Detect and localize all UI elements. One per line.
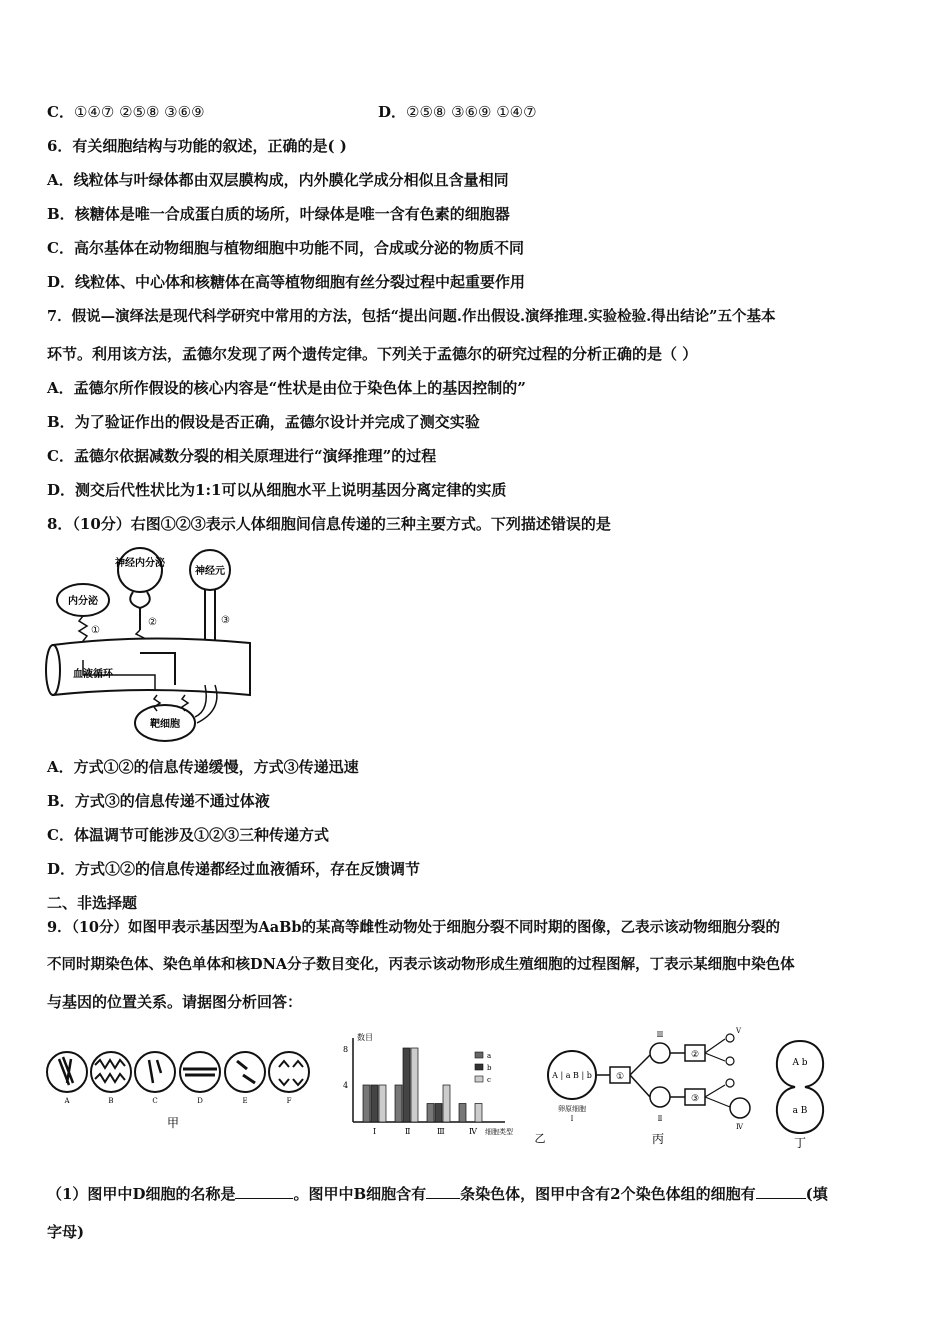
option-label: A．: [47, 171, 74, 189]
option-text: ①④⑦ ②⑤⑧ ③⑥⑨: [73, 103, 205, 121]
cell-a: [47, 1052, 87, 1105]
q5-option-c: [47, 102, 205, 122]
fig-ding-caption: 丁: [793, 1136, 807, 1150]
q7-option-d: [47, 480, 506, 500]
sub1-part-c: 条染色体，图甲中含有2个染色体组的细胞有: [460, 1185, 756, 1203]
option-label: B．: [47, 413, 75, 431]
option-label: B．: [47, 205, 75, 223]
x-tick-3: Ⅲ: [437, 1127, 445, 1136]
q8-option-d: [47, 859, 420, 879]
q9-sub1-line2: 字母): [47, 1223, 85, 1241]
bar-b-2: [403, 1048, 410, 1122]
bar-a-3: [427, 1104, 434, 1123]
option-text: 方式③的信息传递不通过体液: [74, 792, 270, 810]
option-label: A．: [47, 379, 74, 397]
step-3: ③: [690, 1094, 700, 1104]
option-text: 方式①②的信息传递缓慢，方式③传递迅速: [73, 758, 359, 776]
sub1-part-b: 。图甲中B细胞含有: [293, 1185, 427, 1203]
bar-group: [363, 1048, 482, 1122]
oogonium-label: 卵原细胞: [558, 1105, 586, 1113]
cell-ii: [650, 1087, 670, 1107]
bar-c-2: [411, 1048, 418, 1122]
fig-bing-caption: 丙: [651, 1132, 665, 1146]
y-tick-4: 4: [343, 1081, 349, 1090]
answer-blank-1[interactable]: [235, 1184, 293, 1199]
option-text: 高尔基体在动物细胞与植物细胞中功能不同，合成或分泌的物质不同: [73, 239, 524, 257]
q9-sub1-line1: [47, 1184, 828, 1204]
label-neuro: 神经内分泌: [115, 558, 165, 569]
sub1-part-d: (填: [805, 1185, 828, 1203]
q7-stem-line2: 环节。利用该方法，孟德尔发现了两个遗传定律。下列关于孟德尔的研究过程的分析正确的是（ ）: [47, 345, 698, 363]
cell-label: A: [64, 1097, 70, 1105]
option-text: 方式①②的信息传递都经过血液循环，存在反馈调节: [75, 860, 421, 878]
option-label: C．: [47, 447, 74, 465]
sub1-part-a: （1）图甲中D细胞的名称是: [47, 1185, 236, 1203]
fig-jia-caption: 甲: [166, 1116, 180, 1130]
q6-option-d: [47, 272, 525, 292]
section-title: 二、非选择题: [47, 894, 138, 912]
option-label: D．: [47, 860, 76, 878]
cell-iii: [650, 1043, 670, 1063]
option-label: C．: [47, 103, 74, 121]
option-text: 线粒体与叶绿体都由双层膜构成，内外膜化学成分相似且含量相同: [73, 171, 509, 189]
fig-yi-caption: 乙: [534, 1132, 546, 1145]
q8-option-c: [47, 825, 329, 845]
legend-c: c: [487, 1076, 491, 1084]
label-blood: 血液循环: [73, 669, 113, 680]
label-n1: ①: [91, 625, 100, 636]
answer-blank-3[interactable]: [756, 1184, 806, 1199]
genes-bottom: a B: [792, 1106, 808, 1116]
legend-a: a: [487, 1052, 492, 1060]
genes-label: A | a B | b: [552, 1071, 592, 1080]
cell-label: D: [197, 1097, 203, 1105]
option-text: 孟德尔所作假设的核心内容是“性状是由位于染色体上的基因控制的”: [73, 379, 526, 397]
legend: [475, 1052, 492, 1084]
option-label: D．: [47, 273, 76, 291]
q7-stem-line1: 7．假说—演绎法是现代科学研究中常用的方法，包括“提出问题.作出假设.演绎推理.实验检验.得出结论”五个基本: [47, 308, 776, 325]
option-label: B．: [47, 792, 75, 810]
option-label: A．: [47, 758, 74, 776]
fig-bing: [540, 1025, 760, 1150]
cell-label: E: [242, 1097, 248, 1105]
q9-stem-line2: 不同时期染色体、染色单体和核DNA分子数目变化，丙表示该动物形成生殖细胞的过程图解，丁表示某细胞中染色体: [47, 956, 795, 973]
cell-e: [225, 1052, 265, 1105]
option-label: C．: [47, 826, 74, 844]
roman-4: Ⅳ: [736, 1123, 743, 1131]
cell-b: [91, 1052, 131, 1105]
legend-swatch-b: [475, 1064, 483, 1070]
q8-stem: 8．（10分）右图①②③表示人体细胞间信息传递的三种主要方式。下列描述错误的是: [47, 515, 611, 533]
q9-stem-line1: 9．（10分）如图甲表示基因型为AaBb的某高等雌性动物处于细胞分裂不同时期的图像，乙表示该动物细胞分裂的: [47, 919, 781, 936]
q5-option-d: [378, 102, 537, 122]
bar-c-3: [443, 1085, 450, 1122]
roman-3: Ⅲ: [656, 1031, 664, 1039]
fig-jia: [45, 1045, 315, 1135]
legend-swatch-c: [475, 1076, 483, 1082]
y-axis-label: 数目: [357, 1033, 373, 1042]
x-axis-label: 细胞类型: [485, 1128, 513, 1136]
cell-iv: [730, 1098, 750, 1118]
cell-label: C: [152, 1097, 158, 1105]
roman-2: Ⅱ: [657, 1115, 663, 1123]
q6-option-c: [47, 238, 524, 258]
y-tick-8: 8: [343, 1045, 349, 1054]
option-label: C．: [47, 239, 74, 257]
genes-top: A b: [792, 1058, 808, 1068]
dividing-cell: [777, 1041, 823, 1133]
option-text: 测交后代性状比为1:1可以从细胞水平上说明基因分离定律的实质: [75, 481, 507, 499]
q6-option-a: [47, 170, 509, 190]
option-text: 为了验证作出的假设是否正确，孟德尔设计并完成了测交实验: [74, 413, 480, 431]
q9-stem-line3: 与基因的位置关系。请据图分析回答：: [47, 993, 303, 1011]
q8-signal-figure: [45, 545, 265, 745]
cell-label: B: [108, 1097, 114, 1105]
roman-5: Ⅴ: [736, 1027, 742, 1035]
cell-f: [269, 1052, 309, 1105]
q6-stem: 6．有关细胞结构与功能的叙述，正确的是( ): [47, 137, 347, 155]
x-tick-2: Ⅱ: [405, 1127, 411, 1136]
fig-yi-chart: [335, 1030, 550, 1145]
step-2: ②: [690, 1050, 700, 1060]
bar-a-2: [395, 1085, 402, 1122]
q7-option-b: [47, 412, 480, 432]
legend-swatch-a: [475, 1052, 483, 1058]
bar-a-1: [363, 1085, 370, 1122]
label-n3: ③: [221, 615, 230, 626]
x-tick-1: Ⅰ: [373, 1127, 377, 1136]
bar-a-4: [459, 1104, 466, 1123]
bar-b-3: [435, 1104, 442, 1123]
answer-blank-2[interactable]: [426, 1184, 460, 1199]
q7-option-c: [47, 446, 436, 466]
option-text: 体温调节可能涉及①②③三种传递方式: [73, 826, 329, 844]
cell-c: [135, 1052, 175, 1105]
cell-label: F: [286, 1097, 292, 1105]
cell-d: [180, 1052, 220, 1105]
option-text: 线粒体、中心体和核糖体在高等植物细胞有丝分裂过程中起重要作用: [75, 273, 526, 291]
bar-c-4: [475, 1104, 482, 1123]
bar-b-1: [371, 1085, 378, 1122]
x-tick-4: Ⅳ: [469, 1127, 477, 1136]
option-text: 核糖体是唯一合成蛋白质的场所，叶绿体是唯一含有色素的细胞器: [74, 205, 510, 223]
option-text: 孟德尔依据减数分裂的相关原理进行“演绎推理”的过程: [73, 447, 437, 465]
option-label: D．: [47, 481, 76, 499]
label-target: 靶细胞: [150, 719, 180, 730]
fig-ding: [765, 1035, 835, 1150]
label-n2: ②: [148, 617, 157, 628]
label-neuron: 神经元: [195, 566, 225, 577]
label-endocrine: 内分泌: [68, 596, 98, 607]
step-1: ①: [615, 1072, 625, 1082]
legend-b: b: [487, 1064, 492, 1072]
q8-option-b: [47, 791, 270, 811]
option-label: D．: [378, 103, 407, 121]
q6-option-b: [47, 204, 510, 224]
neuro-endocrine-cell: [118, 548, 162, 592]
roman-1: Ⅰ: [570, 1115, 574, 1123]
bar-c-1: [379, 1085, 386, 1122]
option-text: ②⑤⑧ ③⑥⑨ ①④⑦: [406, 103, 537, 121]
q8-option-a: [47, 757, 359, 777]
q7-option-a: [47, 378, 526, 398]
